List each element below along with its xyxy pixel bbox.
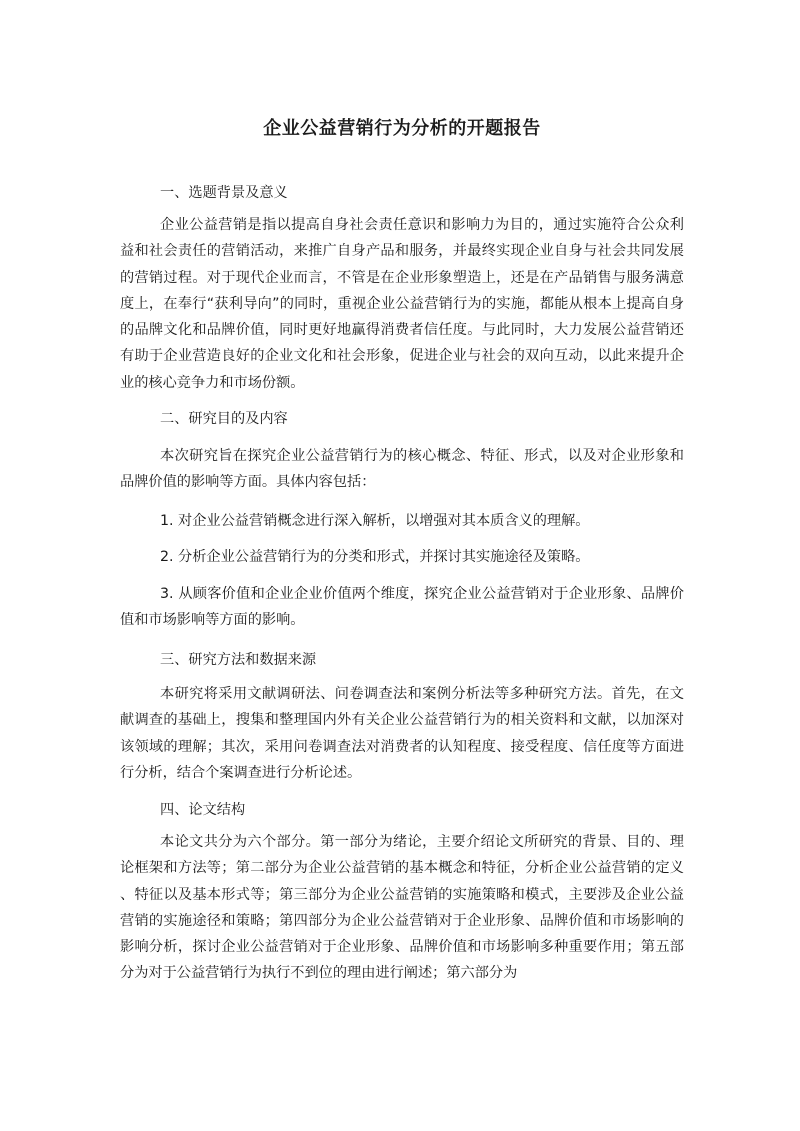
paragraph-background: 企业公益营销是指以提高自身社会责任意识和影响力为目的，通过实施符合公众利益和社会责任的营销活动，来推广自身产品和服务，并最终实现企业自身与社会共同发展的营销过程。对于现代企业而言，不管是在企业形象塑造上，还是在产品销售与服务满意度上，在奉行“获利导向”的同时，重视企业公益营销行为的实施，都能从根本上提高自身的品牌文化和品牌价值，同时更好地赢得消费者信任度。与此同时，大力发展公益营销还有助于企业营造良好的企业文化和社会形象，促进企业与社会的双向互动，以此来提升企业的核心竞争力和市场份额。	[120, 217, 684, 391]
section-heading-methods: 三、研究方法和数据来源	[160, 652, 317, 668]
paragraph-purpose: 本次研究旨在探究企业公益营销行为的核心概念、特征、形式，以及对企业形象和品牌价值的影响等方面。具体内容包括：	[120, 448, 684, 491]
list-item: 1. 对企业公益营销概念进行深入解析，以增强对其本质含义的理解。	[160, 513, 590, 529]
paragraph-structure: 本论文共分为六个部分。第一部分为绪论，主要介绍论文所研究的背景、目的、理论框架和方法等；第二部分为企业公益营销的基本概念和特征，分析企业公益营销的定义、特征以及基本形式等；第三部分为企业公益营销的实施策略和模式，主要涉及企业公益营销的实施途径和策略；第四部分为企业公益营销对于企业形象、品牌价值和市场影响的影响分析，探讨企业公益营销对于企业形象、品牌价值和市场影响多种重要作用；第五部分为对于公益营销行为执行不到位的理由进行阐述；第六部分为	[120, 834, 684, 982]
list-item: 3. 从顾客价值和企业企业价值两个维度，探究企业公益营销对于企业形象、品牌价值和市场影响等方面的影响。	[120, 586, 684, 629]
section-heading-structure: 四、论文结构	[160, 802, 246, 818]
list-item: 2. 分析企业公益营销行为的分类和形式，并探讨其实施途径及策略。	[160, 549, 590, 565]
section-heading-background: 一、选题背景及意义	[160, 185, 288, 201]
section-heading-purpose: 二、研究目的及内容	[160, 411, 288, 427]
document-title: 企业公益营销行为分析的开题报告	[263, 118, 541, 139]
paragraph-methods: 本研究将采用文献调研法、问卷调查法和案例分析法等多种研究方法。首先，在文献调查的基础上，搜集和整理国内外有关企业公益营销行为的相关资料和文献，以加深对该领域的理解；其次，采用问卷调查法对消费者的认知程度、接受程度、信任度等方面进行分析，结合个案调查进行分析论述。	[120, 686, 684, 781]
